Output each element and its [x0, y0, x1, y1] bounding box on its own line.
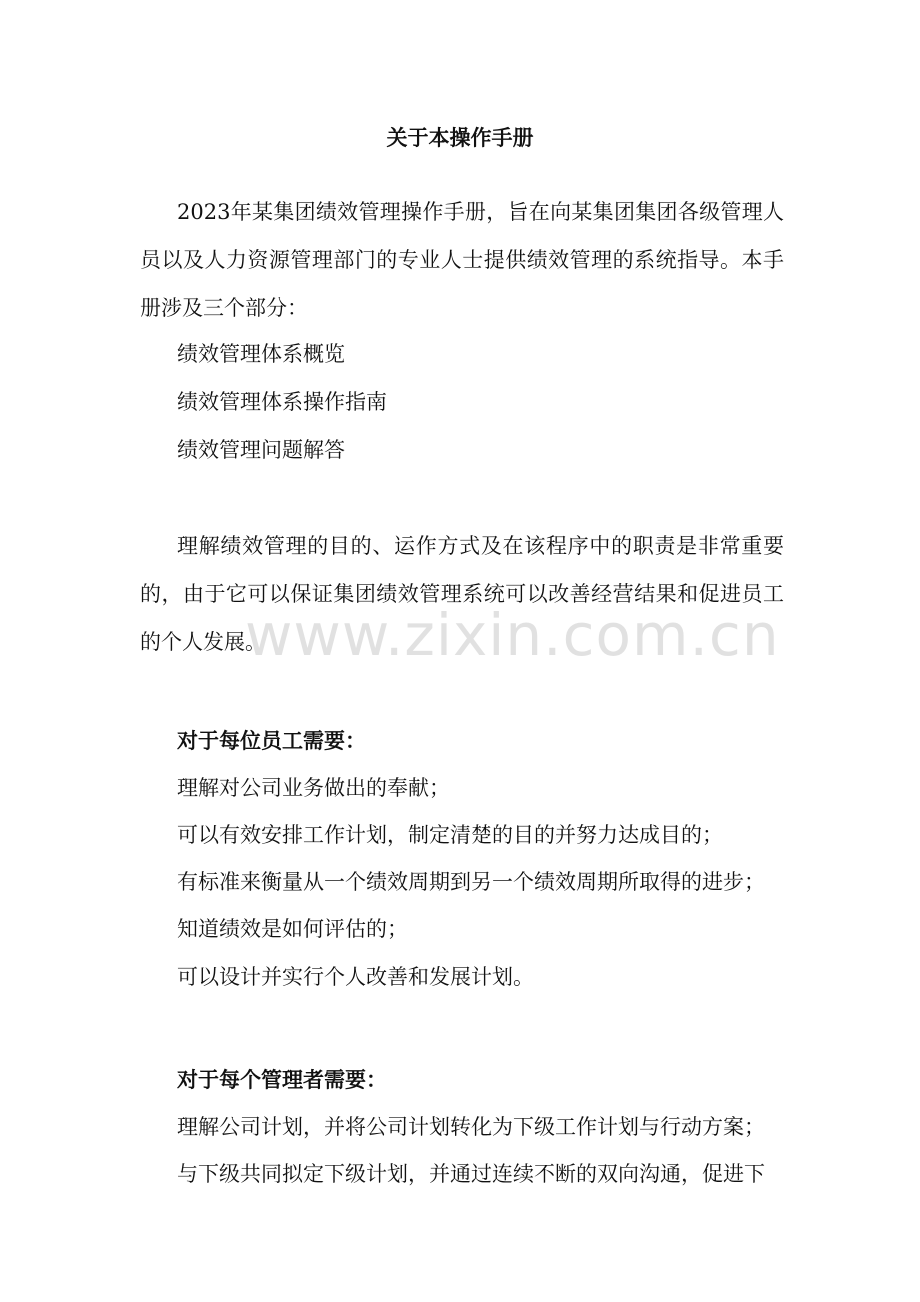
watermark: www.zixin.com.cn [245, 601, 780, 669]
part-item-1: 绩效管理体系概览 [177, 342, 345, 366]
intro-paragraph: 2023年某集团绩效管理操作手册，旨在向某集团集团各级管理人员以及人力资源管理部门的专业人士提供绩效管理的系统指导。本手册涉及三个部分： [140, 200, 784, 320]
part-item-2: 绩效管理体系操作指南 [177, 390, 387, 414]
employees-heading: 对于每位员工需要： [177, 728, 366, 753]
part-item-3: 绩效管理问题解答 [177, 438, 345, 462]
document-title: 关于本操作手册 [386, 125, 534, 150]
purpose-paragraph: 理解绩效管理的目的、运作方式及在该程序中的职责是非常重要的，由于它可以保证集团绩效管理系统可以改善经营结果和促进员工的个人发展。 [140, 534, 784, 654]
employee-item-1: 理解对公司业务做出的奉献； [177, 776, 450, 800]
employee-item-5: 可以设计并实行个人改善和发展计划。 [177, 965, 534, 989]
managers-heading: 对于每个管理者需要： [177, 1067, 387, 1092]
manager-item-2: 与下级共同拟定下级计划，并通过连续不断的双向沟通，促进下 [177, 1162, 765, 1186]
employee-item-2: 可以有效安排工作计划，制定清楚的目的并努力达成目的； [177, 823, 723, 847]
manager-item-1: 理解公司计划，并将公司计划转化为下级工作计划与行动方案； [177, 1115, 765, 1139]
employee-item-4: 知道绩效是如何评估的； [177, 917, 408, 941]
employee-item-3: 有标准来衡量从一个绩效周期到另一个绩效周期所取得的进步； [177, 870, 765, 894]
